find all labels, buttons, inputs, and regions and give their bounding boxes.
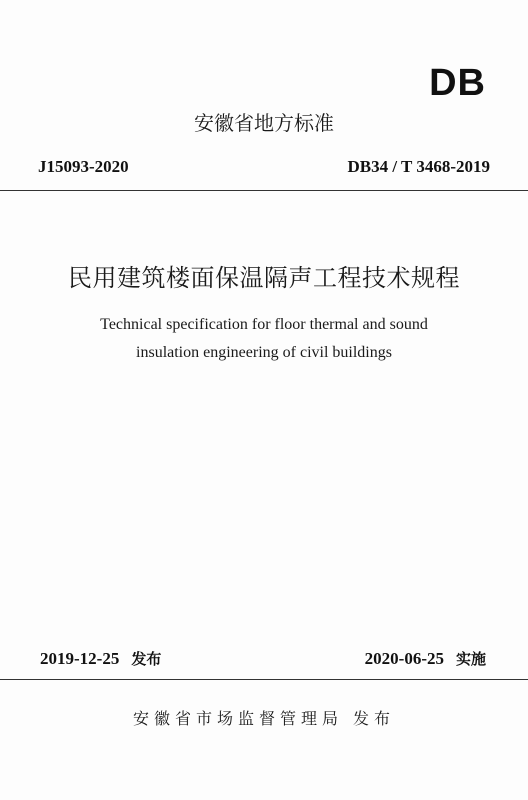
code-row — [38, 157, 490, 177]
standard-code: DB34 / T 3468-2019 — [347, 157, 490, 176]
date-row — [40, 648, 486, 669]
title-english — [0, 311, 528, 367]
filing-code: J15093-2020 — [38, 157, 129, 176]
top-divider — [0, 190, 528, 191]
title-english-line-1: Technical specification for floor thermal and sound — [100, 316, 428, 333]
issue-date: 2019-12-25 — [40, 649, 120, 668]
title-english-line-2: insulation engineering of civil buildings — [136, 344, 392, 361]
issuer-label: 发布 — [353, 709, 396, 728]
bottom-divider — [0, 679, 528, 680]
effective-date: 2020-06-25 — [364, 649, 444, 668]
issuer-name: 安徽省市场监督管理局 — [132, 709, 343, 728]
title-chinese: 民用建筑楼面保温隔声工程技术规程 — [68, 264, 460, 292]
issue-label: 发布 — [131, 650, 162, 668]
issue-date-group — [40, 648, 161, 669]
issuer-line — [0, 706, 528, 729]
db-mark: DB — [429, 62, 486, 104]
standard-type-label: 安徽省地方标准 — [194, 111, 334, 135]
effective-date-group — [365, 648, 486, 669]
effective-label: 实施 — [455, 650, 486, 668]
